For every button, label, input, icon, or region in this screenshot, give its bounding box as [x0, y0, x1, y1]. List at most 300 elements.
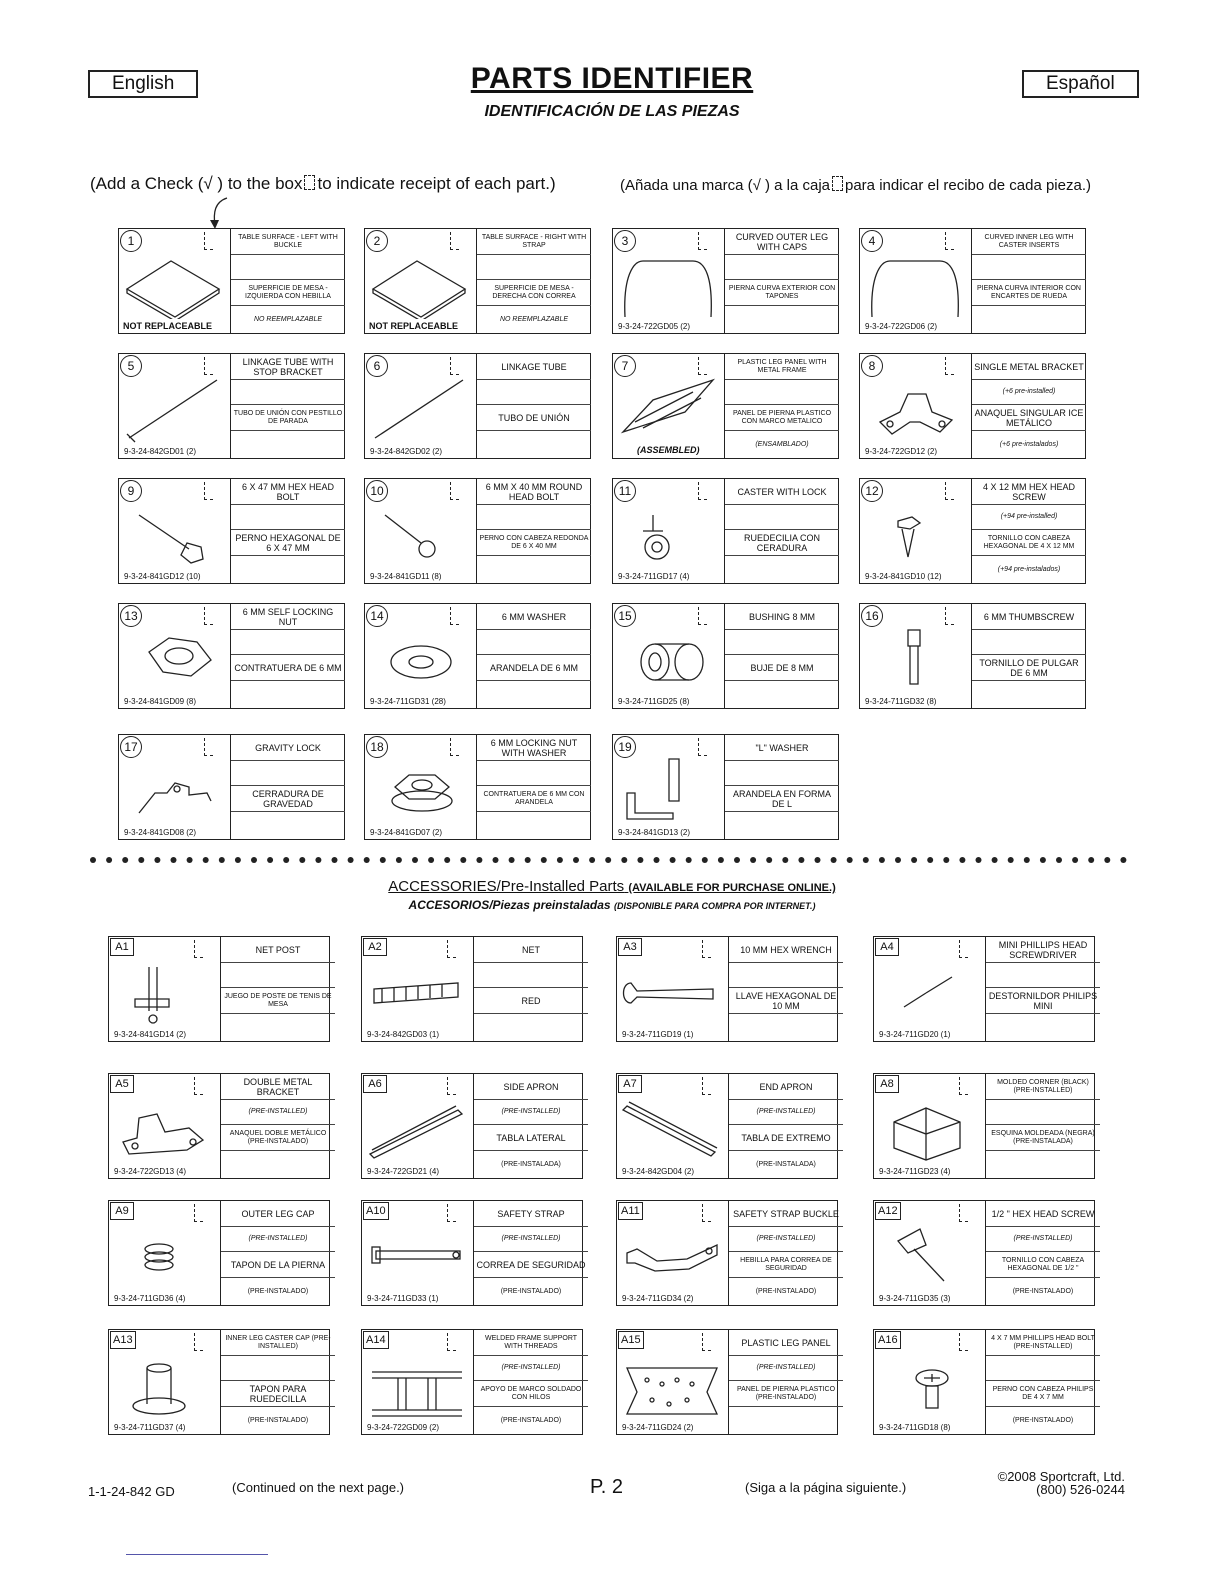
receipt-checkbox[interactable] [945, 357, 954, 375]
spanish-name-text: PIERNA CURVA INTERIOR CON ENCARTES DE RUEDA [977, 284, 1081, 300]
receipt-checkbox[interactable] [194, 940, 203, 958]
accessory-card-a12 [873, 1200, 1095, 1306]
spanish-name-text: PERNO HEXAGONAL DE 6 X 47 MM [235, 532, 341, 553]
english-name-text: MOLDED CORNER (BLACK) (PRE-INSTALLED) [997, 1078, 1089, 1094]
pointer-arrow-icon [205, 196, 235, 232]
spanish-note [729, 1014, 843, 1041]
spanish-name [477, 530, 591, 556]
receipt-checkbox[interactable] [698, 482, 707, 500]
spanish-name [474, 1252, 588, 1278]
part-number-badge: A11 [618, 1202, 643, 1220]
part-label-table [473, 937, 588, 1041]
part-tag: (ASSEMBLED) [637, 445, 700, 455]
part-label-table [230, 354, 345, 458]
spanish-name-text: TABLA LATERAL [496, 1132, 566, 1143]
spanish-note [986, 1151, 1100, 1178]
spanish-name [231, 655, 345, 681]
accessories-subtitle [0, 898, 1224, 912]
part-code: 9-3-24-711GD32 (8) [865, 697, 937, 706]
spanish-name [725, 280, 839, 306]
instruction-spanish-part2: para indicar el recibo de cada pieza.) [845, 177, 1091, 194]
spanish-name [972, 655, 1086, 681]
english-name [986, 1074, 1100, 1100]
receipt-checkbox[interactable] [194, 1204, 203, 1222]
english-name [729, 1330, 843, 1356]
receipt-checkbox[interactable] [447, 1077, 456, 1095]
english-note [725, 505, 839, 530]
english-name-text: LINKAGE TUBE [501, 361, 567, 372]
english-name-text: CASTER WITH LOCK [737, 486, 827, 497]
part-illustration [874, 1219, 985, 1291]
spanish-note-note: NO REEMPLAZABLE [253, 315, 323, 323]
english-note-note: (+6 pre-installed) [1002, 388, 1056, 395]
part-label-table [985, 1330, 1100, 1434]
spanish-name [231, 280, 345, 306]
spanish-name-text: SUPERFICIE DE MESA - IZQUIERDA CON HEBILLA [245, 284, 331, 300]
english-name [477, 479, 591, 505]
spanish-note [474, 1278, 588, 1305]
spanish-name-text: TORNILLO CON CABEZA HEXAGONAL DE 4 X 12 MM [983, 534, 1075, 550]
checkbox-icon [304, 175, 315, 190]
spanish-note-note: (+6 pre-instalados) [999, 440, 1059, 448]
spanish-name [725, 786, 839, 812]
spanish-name [986, 1252, 1100, 1278]
english-note [725, 255, 839, 280]
spanish-name-text: CERRADURA DE GRAVEDAD [252, 788, 324, 809]
english-name-text: 6 MM THUMBSCREW [983, 611, 1075, 622]
spanish-name [729, 988, 843, 1014]
spanish-note [972, 431, 1086, 458]
english-name-text: 6 MM WASHER [501, 611, 567, 622]
english-name-text: LINKAGE TUBE WITH STOP BRACKET [242, 356, 334, 377]
english-note [729, 963, 843, 988]
part-code: 9-3-24-841GD09 (8) [124, 697, 197, 706]
part-code: 9-3-24-711GD20 (1) [879, 1030, 951, 1039]
part-illustration [365, 622, 476, 694]
spanish-name [221, 1381, 335, 1407]
checkbox-icon [832, 176, 843, 191]
part-number-badge: A4 [875, 938, 899, 956]
spanish-name-text: ARANDELA EN FORMA DE L [732, 788, 832, 809]
english-name [221, 1074, 335, 1100]
receipt-checkbox[interactable] [450, 607, 459, 625]
english-note-note: (PRE-INSTALLED) [501, 1364, 561, 1371]
accessory-card-a5 [108, 1073, 330, 1179]
part-number-badge: 5 [120, 355, 142, 377]
spanish-note-note: (ENSAMBLADO) [755, 440, 809, 448]
part-illustration [362, 1092, 473, 1164]
spanish-name-text: APOYO DE MARCO SOLDADO CON HILOS [480, 1385, 582, 1401]
spanish-name [972, 280, 1086, 306]
part-illustration [119, 622, 230, 694]
receipt-checkbox[interactable] [702, 1077, 711, 1095]
receipt-checkbox[interactable] [945, 232, 954, 250]
english-name [729, 1201, 843, 1227]
english-name-text: OUTER LEG CAP [241, 1208, 315, 1219]
spanish-note-note: (PRE-INSTALADO) [247, 1287, 309, 1295]
english-note [477, 380, 591, 405]
accessory-card-a3 [616, 936, 838, 1042]
accessory-card-a8 [873, 1073, 1095, 1179]
english-name [725, 479, 839, 505]
spanish-note [474, 1407, 588, 1434]
english-name-text: CURVED OUTER LEG WITH CAPS [735, 231, 829, 252]
accessories-title [0, 878, 1224, 895]
spanish-note [986, 1278, 1100, 1305]
part-label-table [476, 604, 591, 708]
english-note [231, 630, 345, 655]
spanish-note [474, 1151, 588, 1178]
part-label-table [473, 1074, 588, 1178]
spanish-note [477, 556, 591, 583]
receipt-checkbox[interactable] [945, 607, 954, 625]
english-note [972, 630, 1086, 655]
accessories-title-online: (AVAILABLE FOR PURCHASE ONLINE.) [628, 882, 836, 894]
english-note [221, 1100, 335, 1125]
english-name-text: SAFETY STRAP BUCKLE [733, 1208, 839, 1219]
english-note [986, 1100, 1100, 1125]
english-name [729, 937, 843, 963]
english-name-text: BUSHING 8 MM [748, 611, 815, 622]
english-note [474, 1100, 588, 1125]
accessory-card-a14 [361, 1329, 583, 1435]
english-note [986, 1356, 1100, 1381]
part-illustration [109, 955, 220, 1027]
english-name-text: PLASTIC LEG PANEL WITH METAL FRAME [737, 358, 827, 374]
spanish-note-note: (+94 pre-instalados) [997, 565, 1061, 573]
english-note [231, 380, 345, 405]
english-note [729, 1227, 843, 1252]
english-name [986, 1201, 1100, 1227]
spanish-name [725, 655, 839, 681]
part-code: 9-3-24-841GD10 (12) [865, 572, 942, 581]
english-name [221, 1330, 335, 1356]
page-title: PARTS IDENTIFIER [470, 62, 754, 95]
spanish-note [477, 306, 591, 333]
spanish-name-text: PERNO CON CABEZA PHILIPS DE 4 X 7 MM [992, 1385, 1094, 1401]
accessories-title-text: ACCESSORIES/Pre-Installed Parts [388, 878, 625, 895]
part-label-table [971, 229, 1086, 333]
part-code: 9-3-24-841GD13 (2) [618, 828, 691, 837]
accessory-card-a9 [108, 1200, 330, 1306]
part-label-table [985, 937, 1100, 1041]
receipt-checkbox[interactable] [204, 482, 213, 500]
spanish-name-text: TAPON DE LA PIERNA [230, 1259, 326, 1270]
part-number-badge: A7 [618, 1075, 642, 1093]
spanish-name-text: ARANDELA DE 6 MM [489, 662, 579, 673]
part-code: 9-3-24-711GD19 (1) [622, 1030, 694, 1039]
part-label-table [724, 229, 839, 333]
part-number-badge: 12 [861, 480, 883, 502]
language-spanish-label: Español [1022, 70, 1139, 98]
spanish-note [231, 556, 345, 583]
part-number-badge: 6 [366, 355, 388, 377]
receipt-checkbox[interactable] [959, 940, 968, 958]
spanish-name-text: CONTRATUERA DE 6 MM [234, 662, 342, 673]
spanish-name-text: TORNILLO CON CABEZA HEXAGONAL DE 1/2 " [1001, 1256, 1085, 1272]
spanish-name [477, 280, 591, 306]
spanish-name-text: ANAQUEL DOBLE METÁLICO (PRE-INSTALADO) [229, 1129, 327, 1145]
spanish-note [477, 681, 591, 708]
receipt-checkbox[interactable] [959, 1333, 968, 1351]
spanish-note-note: (PRE-INSTALADA) [756, 1160, 816, 1168]
part-illustration [365, 497, 476, 569]
receipt-checkbox[interactable] [450, 738, 459, 756]
receipt-checkbox[interactable] [194, 1333, 203, 1351]
english-name [725, 735, 839, 761]
receipt-checkbox[interactable] [447, 1204, 456, 1222]
spanish-name [972, 405, 1086, 431]
receipt-checkbox[interactable] [447, 1333, 456, 1351]
english-name-text: MINI PHILLIPS HEAD SCREWDRIVER [998, 939, 1088, 960]
spanish-name-text: RUEDECILIA CON CERADURA [743, 532, 821, 553]
english-name-text: 6 MM LOCKING NUT WITH WASHER [490, 737, 578, 758]
english-name-text: TABLE SURFACE - LEFT WITH BUCKLE [238, 233, 338, 249]
english-name-text: SINGLE METAL BRACKET [974, 361, 1084, 372]
part-illustration [362, 1348, 473, 1420]
part-card-15 [612, 603, 839, 709]
spanish-note [221, 1278, 335, 1305]
part-illustration [613, 372, 724, 444]
spanish-name [474, 1381, 588, 1407]
part-illustration [617, 1219, 728, 1291]
accessories-subtitle-online: (DISPONIBLE PARA COMPRA POR INTERNET.) [613, 901, 816, 911]
spanish-name [477, 405, 591, 431]
part-code: 9-3-24-722GD09 (2) [367, 1423, 440, 1432]
part-label-table [473, 1330, 588, 1434]
spanish-name-text: CONTRATUERA DE 6 MM CON ARANDELA [483, 790, 585, 806]
page-number: P. 2 [590, 1476, 623, 1498]
accessory-card-a13 [108, 1329, 330, 1435]
part-code: 9-3-24-842GD04 (2) [622, 1167, 695, 1176]
receipt-checkbox[interactable] [204, 357, 213, 375]
receipt-checkbox[interactable] [204, 232, 213, 250]
part-illustration [874, 955, 985, 1027]
spanish-name-text: PERNO CON CABEZA REDONDA DE 6 X 40 MM [479, 534, 589, 550]
spanish-note-note: (PRE-INSTALADA) [501, 1160, 561, 1168]
english-name [231, 229, 345, 255]
receipt-checkbox[interactable] [450, 357, 459, 375]
part-illustration [860, 497, 971, 569]
part-card-14 [364, 603, 591, 709]
receipt-checkbox[interactable] [698, 357, 707, 375]
receipt-checkbox[interactable] [450, 232, 459, 250]
part-card-18 [364, 734, 591, 840]
part-code: 9-3-24-841GD07 (2) [370, 828, 443, 837]
english-name-text: SIDE APRON [503, 1081, 559, 1092]
part-label-table [971, 604, 1086, 708]
english-note [477, 255, 591, 280]
part-label-table [728, 1201, 843, 1305]
receipt-checkbox[interactable] [698, 607, 707, 625]
receipt-checkbox[interactable] [959, 1077, 968, 1095]
english-name [725, 354, 839, 380]
receipt-checkbox[interactable] [698, 738, 707, 756]
part-code: 9-3-24-722GD13 (4) [114, 1167, 187, 1176]
part-number-badge: 16 [861, 605, 883, 627]
part-number-badge: A1 [110, 938, 134, 956]
part-label-table [724, 735, 839, 839]
page-subtitle: IDENTIFICACIÓN DE LAS PIEZAS [484, 103, 740, 120]
part-code: 9-3-24-722GD12 (2) [865, 447, 938, 456]
spanish-note [729, 1407, 843, 1434]
english-name [474, 1201, 588, 1227]
part-label-table [476, 735, 591, 839]
spanish-note [725, 812, 839, 839]
part-illustration [119, 247, 230, 319]
spanish-name [221, 1125, 335, 1151]
part-code: 9-3-24-841GD11 (8) [370, 572, 442, 581]
accessory-card-a1 [108, 936, 330, 1042]
english-note-note: (PRE-INSTALLED) [756, 1364, 816, 1371]
english-name [231, 354, 345, 380]
part-number-badge: 7 [614, 355, 636, 377]
part-label-table [476, 354, 591, 458]
accessory-card-a7 [616, 1073, 838, 1179]
receipt-checkbox[interactable] [204, 738, 213, 756]
part-number-badge: A15 [618, 1331, 644, 1349]
part-number-badge: 8 [861, 355, 883, 377]
receipt-checkbox[interactable] [450, 482, 459, 500]
receipt-checkbox[interactable] [447, 940, 456, 958]
spanish-name [986, 1125, 1100, 1151]
english-name [231, 604, 345, 630]
english-note-note: (PRE-INSTALLED) [501, 1108, 561, 1115]
part-number-badge: 10 [366, 480, 388, 502]
spanish-note-note: (PRE-INSTALADO) [1012, 1287, 1074, 1295]
spanish-note [986, 1407, 1100, 1434]
part-code: 9-3-24-842GD01 (2) [124, 447, 197, 456]
instruction-english [90, 174, 556, 194]
english-name [474, 1074, 588, 1100]
part-illustration [365, 247, 476, 319]
spanish-note-note: (PRE-INSTALADO) [500, 1287, 562, 1295]
part-illustration [362, 955, 473, 1027]
spanish-name-text: BUJE DE 8 MM [750, 662, 814, 673]
part-illustration [119, 372, 230, 444]
part-card-4 [859, 228, 1086, 334]
spanish-note [221, 1014, 335, 1041]
spanish-name-text: TAPON PARA RUEDECILLA [249, 1383, 307, 1404]
accessory-card-a6 [361, 1073, 583, 1179]
part-illustration [119, 753, 230, 825]
english-note [477, 761, 591, 786]
english-name [474, 937, 588, 963]
receipt-checkbox[interactable] [702, 1333, 711, 1351]
part-card-8 [859, 353, 1086, 459]
spanish-name [231, 786, 345, 812]
part-illustration [874, 1348, 985, 1420]
part-illustration [617, 1348, 728, 1420]
part-label-table [724, 479, 839, 583]
english-name [972, 354, 1086, 380]
part-illustration [613, 622, 724, 694]
receipt-checkbox[interactable] [194, 1077, 203, 1095]
english-name-text: DOUBLE METAL BRACKET [243, 1076, 313, 1097]
spanish-name [729, 1381, 843, 1407]
english-note [986, 963, 1100, 988]
part-number-badge: 4 [861, 230, 883, 252]
receipt-checkbox[interactable] [702, 1204, 711, 1222]
receipt-checkbox[interactable] [702, 940, 711, 958]
part-number-badge: A2 [363, 938, 387, 956]
spanish-note [231, 306, 345, 333]
part-card-9 [118, 478, 345, 584]
part-card-19 [612, 734, 839, 840]
part-number-badge: 2 [366, 230, 388, 252]
part-code: 9-3-24-722GD21 (4) [367, 1167, 440, 1176]
english-note-note: (PRE-INSTALLED) [248, 1235, 308, 1242]
part-card-13 [118, 603, 345, 709]
part-label-table [724, 354, 839, 458]
receipt-checkbox[interactable] [959, 1204, 968, 1222]
part-label-table [971, 479, 1086, 583]
english-name [477, 354, 591, 380]
english-name-text: WELDED FRAME SUPPORT WITH THREADS [484, 1334, 578, 1350]
english-note [729, 1356, 843, 1381]
part-label-table [724, 604, 839, 708]
spanish-note-note: (PRE-INSTALADO) [1012, 1416, 1074, 1424]
spanish-name-text: ESQUINA MOLDEADA (NEGRA) (PRE-INSTALADA) [991, 1129, 1095, 1145]
receipt-checkbox[interactable] [945, 482, 954, 500]
part-illustration [109, 1348, 220, 1420]
english-name [972, 604, 1086, 630]
instruction-spanish-part1: (Añada una marca (√ ) a la caja [620, 177, 830, 194]
spanish-note [477, 812, 591, 839]
part-code: 9-3-24-711GD25 (8) [618, 697, 690, 706]
part-code: 9-3-24-711GD34 (2) [622, 1294, 694, 1303]
english-name-text: 1/2 " HEX HEAD SCREW [991, 1208, 1095, 1219]
part-illustration [362, 1219, 473, 1291]
english-name [729, 1074, 843, 1100]
receipt-checkbox[interactable] [698, 232, 707, 250]
part-illustration [617, 955, 728, 1027]
receipt-checkbox[interactable] [204, 607, 213, 625]
spanish-name-text: DESTORNILDOR PHILIPS MINI [988, 990, 1098, 1011]
part-label-table [220, 1201, 335, 1305]
spanish-name-text: HEBILLA PARA CORREA DE SEGURIDAD [740, 1256, 832, 1272]
part-illustration [613, 247, 724, 319]
part-illustration [860, 372, 971, 444]
part-label-table [985, 1201, 1100, 1305]
english-name-text: TABLE SURFACE - RIGHT WITH STRAP [481, 233, 587, 249]
spanish-note [725, 431, 839, 458]
part-code: 9-3-24-711GD18 (8) [879, 1423, 951, 1432]
dotted-divider [88, 855, 1136, 865]
spanish-name [725, 530, 839, 556]
spanish-name [986, 1381, 1100, 1407]
spanish-note [972, 681, 1086, 708]
spanish-note [729, 1278, 843, 1305]
instruction-english-part1: (Add a Check (√ ) to the box [90, 174, 303, 193]
english-note [221, 1356, 335, 1381]
part-label-table [230, 229, 345, 333]
spanish-name-text: PANEL DE PIERNA PLASTICO (PRE-INSTALADO) [736, 1385, 836, 1401]
part-card-17 [118, 734, 345, 840]
english-name [972, 479, 1086, 505]
spanish-note-note: (PRE-INSTALADO) [755, 1287, 817, 1295]
part-card-16 [859, 603, 1086, 709]
spanish-name-text: TABLA DE EXTREMO [741, 1132, 831, 1143]
part-illustration [365, 753, 476, 825]
accessories-subtitle-text: ACCESORIOS/Piezas preinstaladas [408, 898, 611, 912]
part-card-2 [364, 228, 591, 334]
spanish-note-note: NO REEMPLAZABLE [499, 315, 569, 323]
part-card-7 [612, 353, 839, 459]
spanish-name [725, 405, 839, 431]
spanish-name [231, 530, 345, 556]
part-number-badge: A5 [110, 1075, 134, 1093]
